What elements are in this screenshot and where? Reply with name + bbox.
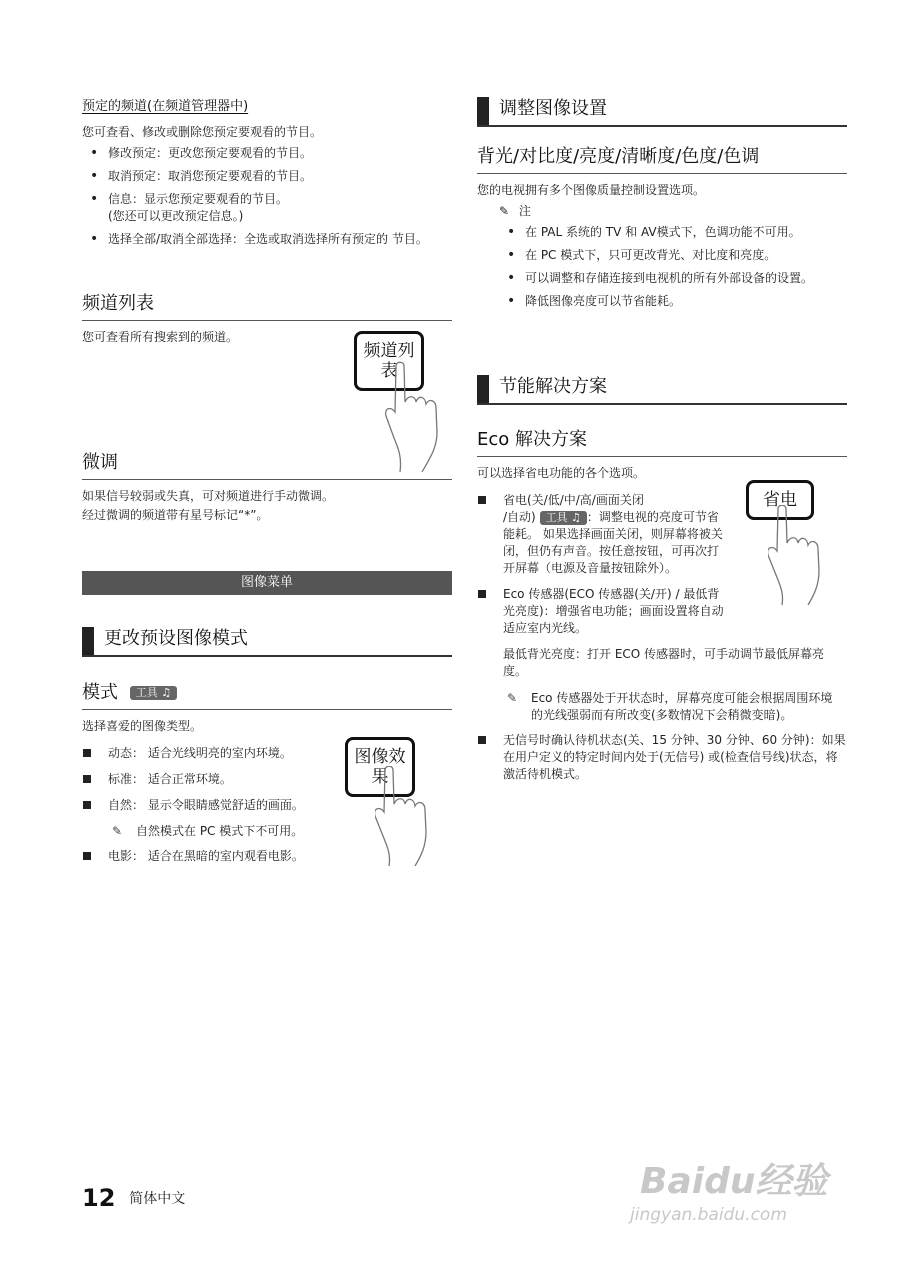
- eco-list-last: [477, 732, 847, 783]
- fine-tune-section: [82, 451, 452, 524]
- list-item: [477, 492, 727, 577]
- eco-list: [477, 492, 727, 637]
- fine-tune-title: 微调: [82, 451, 452, 480]
- backlight-note-label: ✎ 注: [499, 204, 531, 218]
- adjust-picture-title: 调整图像设置: [477, 97, 847, 127]
- eco-item1-c: ：调整电视的亮度可节省能耗。 如果选择画面关闭，则屏幕将被关闭，但仍有声音。按任意按钮，可再次打开屏幕（电源及音量按钮除外）。: [503, 510, 723, 575]
- tool-badge: 工具 ♫: [130, 686, 177, 700]
- watermark-brand: Baidu经验: [640, 1161, 828, 1202]
- energy-title: 节能解决方案: [477, 375, 847, 405]
- channel-list-desc: 您可查看所有搜索到的频道。: [82, 330, 239, 344]
- backlight-section: [477, 145, 847, 316]
- adjust-picture-section: [477, 97, 847, 127]
- list-item: 无信号时确认待机状态(关、15 分钟、30 分钟、60 分钟)：如果在用户定义的特定时间内处于(无信号) 或(检查信号线)状态，将激活待机模式。: [477, 732, 847, 783]
- pencil-icon: ✎: [112, 824, 123, 838]
- list-item: • 取消预定：取消您预定要观看的节目。: [82, 168, 452, 185]
- mode-list: [82, 745, 317, 814]
- list-item: • 选择全部/取消全部选择：全选或取消选择所有预定的 节目。: [82, 231, 452, 248]
- backlight-title: 背光/对比度/亮度/清晰度/色度/色调: [477, 145, 847, 174]
- page-language: 简体中文: [129, 1191, 186, 1207]
- list-item: 动态： 适合光线明亮的室内环境。: [82, 745, 317, 762]
- energy-section: [477, 375, 847, 405]
- page-footer: [82, 1184, 186, 1212]
- eco-title: Eco 解决方案: [477, 428, 847, 457]
- change-mode-title: 更改预设图像模式: [82, 627, 452, 657]
- change-mode-section: [82, 627, 452, 657]
- list-item: • 在 PAL 系统的 TV 和 AV模式下，色调功能不可用。: [499, 224, 829, 241]
- eco-item2-extra: 最低背光亮度：打开 ECO 传感器时，可手动调节最低屏幕亮度。: [503, 647, 825, 678]
- watermark-url: jingyan.baidu.com: [630, 1205, 787, 1225]
- scheduled-title: 预定的频道(在频道管理器中): [82, 99, 249, 114]
- mode-heading: [82, 681, 452, 710]
- eco-intro: 可以选择省电功能的各个选项。: [477, 466, 646, 480]
- backlight-intro: 您的电视拥有多个图像质量控制设置选项。: [477, 183, 706, 197]
- list-item: • 在 PC 模式下，只可更改背光、对比度和亮度。: [499, 247, 829, 264]
- list-item: • 修改预定：更改您预定要观看的节目。: [82, 145, 452, 162]
- fine-tune-line2: 经过微调的频道带有星号标记“*”。: [82, 508, 269, 522]
- eco-item1-b: /自动): [503, 510, 536, 524]
- scheduled-list: [82, 145, 452, 248]
- channel-list-title: 频道列表: [82, 292, 452, 321]
- list-item: • 信息：显示您预定要观看的节目。 (您还可以更改预定信息。): [82, 191, 452, 225]
- scheduled-intro: 您可查看、修改或删除您预定要观看的节目。: [82, 125, 323, 139]
- scheduled-section: [82, 98, 452, 254]
- list-item: 电影： 适合在黑暗的室内观看电影。: [82, 848, 452, 865]
- pencil-icon: ✎: [499, 204, 510, 218]
- mode-intro: 选择喜爱的图像类型。: [82, 719, 203, 733]
- list-item: • 可以调整和存储连接到电视机的所有外部设备的设置。: [499, 270, 829, 287]
- channel-list-remote-button: 频道列表: [354, 331, 424, 391]
- list-item: 标准： 适合正常环境。: [82, 771, 317, 788]
- picture-menu-banner: 图像菜单: [82, 571, 452, 595]
- tool-badge: 工具 ♫: [540, 511, 587, 525]
- eco-sensor-note: [503, 690, 839, 724]
- hand-pointer-icon: [768, 505, 838, 605]
- page-number: 12: [82, 1184, 116, 1212]
- pencil-icon: ✎: [507, 691, 518, 705]
- fine-tune-line1: 如果信号较弱或失真，可对频道进行手动微调。: [82, 489, 335, 503]
- hand-pointer-icon: [375, 766, 445, 866]
- note-text: 自然模式在 PC 模式下不可用。: [136, 824, 304, 838]
- watermark: [630, 1160, 840, 1226]
- backlight-notes: [499, 224, 829, 310]
- list-item: • 降低图像亮度可以节省能耗。: [499, 293, 829, 310]
- list-item: Eco 传感器(ECO 传感器(关/开) / 最低背光亮度)：增强省电功能；画面设置将自动适应室内光线。: [477, 586, 727, 637]
- list-item: 自然： 显示令眼睛感觉舒适的画面。: [82, 797, 317, 814]
- mode-title: 模式: [82, 682, 118, 703]
- eco-item1-a: 省电(关/低/中/高/画面关闭: [503, 493, 644, 507]
- power-saving-remote-button: 省电: [746, 480, 814, 520]
- note-text: Eco 传感器处于开状态时，屏幕亮度可能会根据周围环境的光线强弱而有所改变(多数情况下会稍微变暗)。: [531, 691, 833, 722]
- picture-effect-remote-button: 图像效果: [345, 737, 415, 797]
